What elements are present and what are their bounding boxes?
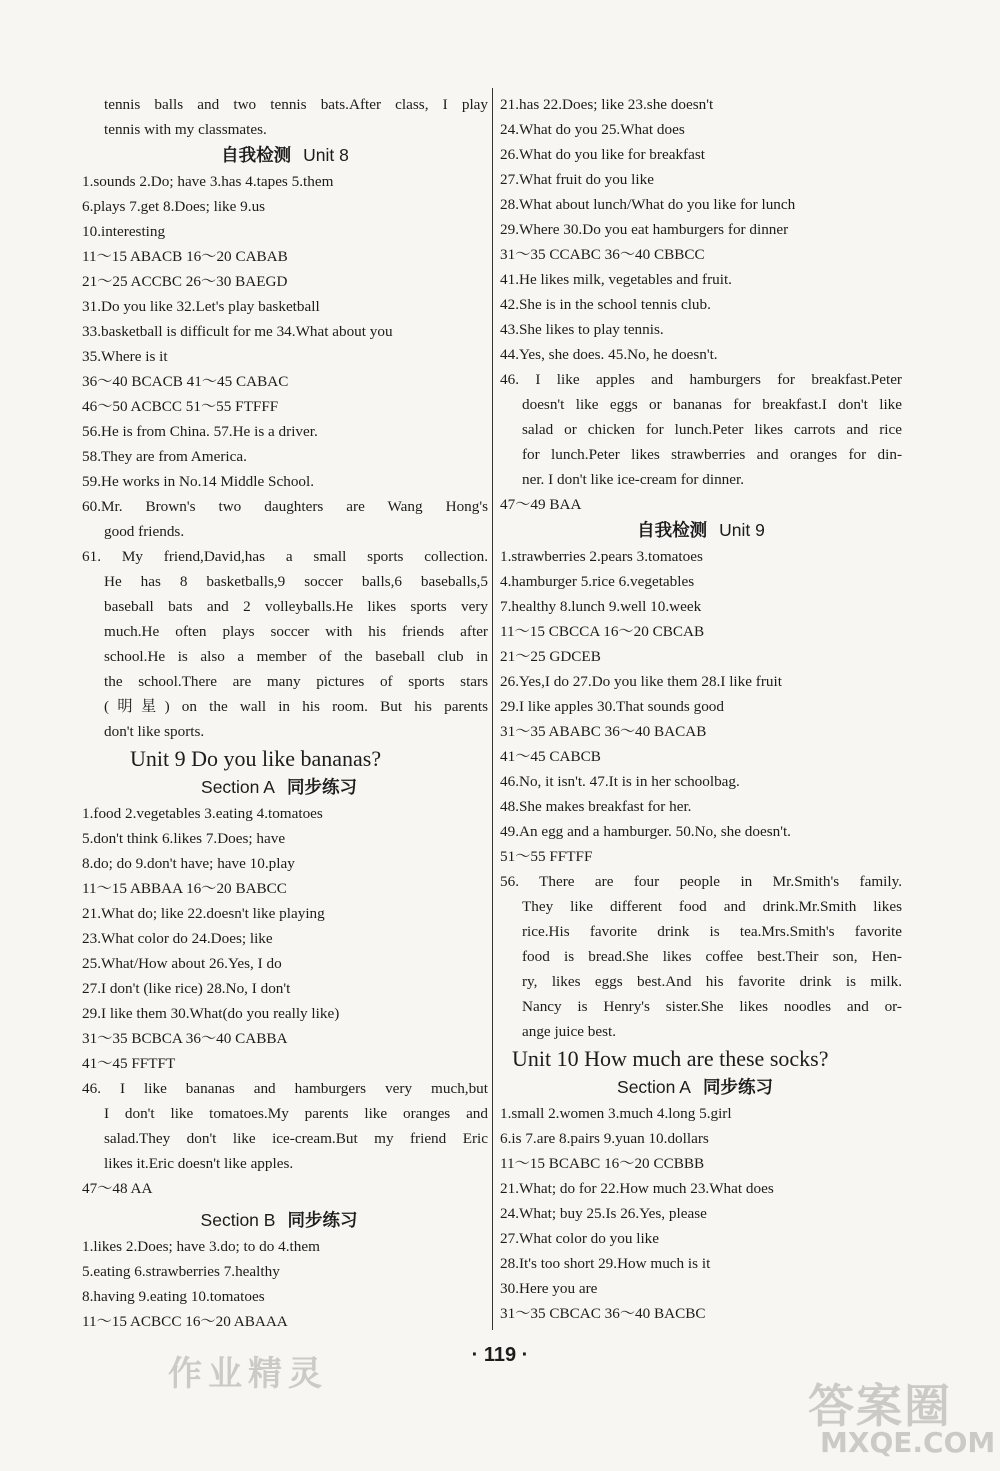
answer-line: 43.She likes to play tennis. bbox=[500, 321, 664, 338]
essay-line: much.He often plays soccer with his friends after bbox=[104, 623, 488, 640]
answer-line: 36～40 BCACB 41～45 CABAC bbox=[82, 373, 289, 390]
answer-line: tennis balls and two tennis bats.After class, I play bbox=[104, 96, 488, 113]
essay-answer-56 bbox=[500, 869, 902, 1044]
essay-line: school.He is also a member of the baseball club in bbox=[104, 648, 488, 665]
answer-line: 24.What do you 25.What does bbox=[500, 121, 685, 138]
answer-line: 8.do; do 9.don't have; have 10.play bbox=[82, 855, 295, 872]
answer-line: good friends. bbox=[104, 523, 185, 540]
answer-block-unit9-b bbox=[82, 1234, 488, 1334]
answer-line: 60.Mr. Brown's two daughters are Wang Hong's bbox=[82, 498, 488, 515]
essay-line: I don't like tomatoes.My parents like oranges and bbox=[104, 1105, 488, 1122]
answer-line: 58.They are from America. bbox=[82, 448, 247, 465]
answer-line: 26.Yes,I do 27.Do you like them 28.I like fruit bbox=[500, 673, 782, 690]
right-column bbox=[500, 92, 902, 1326]
answer-line: 29.I like them 30.What(do you really like) bbox=[82, 1005, 340, 1022]
unit9-title: Unit 9 Do you like bananas? bbox=[130, 746, 382, 771]
essay-line: ner. I don't like ice-cream for dinner. bbox=[522, 471, 745, 488]
section-heading-unit9-b: Section B 同步练习 bbox=[200, 1210, 358, 1230]
essay-line: ry, likes eggs best.And his favorite drink is milk. bbox=[522, 973, 902, 990]
section-heading-unit9-a: Section A 同步练习 bbox=[201, 777, 357, 797]
essay-line: salad.They don't like ice-cream.But my friend Eric bbox=[104, 1130, 488, 1147]
essay-line: the school.There are many pictures of sports stars bbox=[104, 673, 488, 690]
essay-answer-46b bbox=[500, 367, 902, 492]
essay-line: likes it.Eric doesn't like apples. bbox=[104, 1155, 294, 1172]
answer-line: 1.food 2.vegetables 3.eating 4.tomatoes bbox=[82, 805, 323, 822]
answer-line: 46.No, it isn't. 47.It is in her schoolbag. bbox=[500, 773, 740, 790]
essay-line: 56. There are four people in Mr.Smith's family. bbox=[500, 873, 902, 890]
answer-line: 5.don't think 6.likes 7.Does; have bbox=[82, 830, 286, 847]
answer-line: 6.is 7.are 8.pairs 9.yuan 10.dollars bbox=[500, 1130, 709, 1147]
answer-line: 1.likes 2.Does; have 3.do; to do 4.them bbox=[82, 1238, 320, 1255]
watermark-text: 作业精灵 bbox=[168, 1354, 328, 1394]
answer-line: 21～25 ACCBC 26～30 BAEGD bbox=[82, 273, 288, 290]
section-heading-test-unit9: 自我检测 Unit 9 bbox=[637, 520, 765, 540]
answer-line: 1.strawberries 2.pears 3.tomatoes bbox=[500, 548, 703, 565]
answer-line: 41～45 FFTFT bbox=[82, 1055, 176, 1072]
answer-line: 11～15 BCABC 16～20 CCBBB bbox=[500, 1155, 705, 1172]
essay-line: They like different food and drink.Mr.Smith likes bbox=[522, 898, 902, 915]
answer-line: 1.small 2.women 3.much 4.long 5.girl bbox=[500, 1105, 732, 1122]
answer-line: 1.sounds 2.Do; have 3.has 4.tapes 5.them bbox=[82, 173, 334, 190]
answer-line: 31～35 CCABC 36～40 CBBCC bbox=[500, 246, 705, 263]
answer-block-unit10-a bbox=[500, 1101, 902, 1326]
answer-line: 51～55 FFTFF bbox=[500, 848, 593, 865]
answer-line: 25.What/How about 26.Yes, I do bbox=[82, 955, 282, 972]
answer-block-unit9-b-continued bbox=[500, 92, 902, 367]
answer-line: 27.I don't (like rice) 28.No, I don't bbox=[82, 980, 291, 997]
answer-line: 42.She is in the school tennis club. bbox=[500, 296, 711, 313]
page-number: · 119 · bbox=[471, 1344, 529, 1366]
answer-line: 23.What color do 24.Does; like bbox=[82, 930, 273, 947]
answer-line: 5.eating 6.strawberries 7.healthy bbox=[82, 1263, 280, 1280]
essay-line: 46. I like apples and hamburgers for breakfast.Peter bbox=[500, 371, 902, 388]
essay-line: rice.His favorite drink is tea.Mrs.Smith's favorite bbox=[522, 923, 902, 940]
answer-line: 10.interesting bbox=[82, 223, 166, 240]
answer-line: 56.He is from China. 57.He is a driver. bbox=[82, 423, 318, 440]
answer-block-test-unit9 bbox=[500, 544, 902, 869]
answer-line: 33.basketball is difficult for me 34.What about you bbox=[82, 323, 393, 340]
essay-line: (明星) on the wall in his room. But his parents bbox=[104, 698, 488, 715]
essay-line: food is bread.She likes coffee best.Their son, Hen- bbox=[522, 948, 902, 965]
answer-line: 31～35 ABABC 36～40 BACAB bbox=[500, 723, 707, 740]
essay-answer-46a bbox=[82, 1076, 488, 1176]
answer-line: 8.having 9.eating 10.tomatoes bbox=[82, 1288, 265, 1305]
answer-line: 35.Where is it bbox=[82, 348, 168, 365]
answer-line: 7.healthy 8.lunch 9.well 10.week bbox=[500, 598, 702, 615]
answer-line: 41.He likes milk, vegetables and fruit. bbox=[500, 271, 732, 288]
answer-line: 28.It's too short 29.How much is it bbox=[500, 1255, 711, 1272]
answer-line: 47～49 BAA bbox=[500, 496, 582, 513]
answer-line: 27.What color do you like bbox=[500, 1230, 660, 1247]
section-heading-unit10-a: Section A 同步练习 bbox=[617, 1077, 773, 1097]
answer-line: 41～45 CABCB bbox=[500, 748, 601, 765]
essay-line: doesn't like eggs or bananas for breakfast.I don't like bbox=[522, 396, 902, 413]
essay-line: for lunch.Peter likes strawberries and oranges for din- bbox=[522, 446, 902, 463]
essay-line: don't like sports. bbox=[104, 723, 205, 740]
answer-line: 29.Where 30.Do you eat hamburgers for dinner bbox=[500, 221, 789, 238]
answer-line: 21.What; do for 22.How much 23.What does bbox=[500, 1180, 774, 1197]
answer-line: 11～15 ABBAA 16～20 BABCC bbox=[82, 880, 287, 897]
answer-line: 46～50 ACBCC 51～55 FTFFF bbox=[82, 398, 279, 415]
answer-line: 29.I like apples 30.That sounds good bbox=[500, 698, 724, 715]
answer-line: 26.What do you like for breakfast bbox=[500, 146, 705, 163]
answer-line: 27.What fruit do you like bbox=[500, 171, 654, 188]
answer-block-test-unit8 bbox=[82, 169, 488, 544]
watermark-site: MXQE.COM bbox=[820, 1426, 996, 1459]
answer-line: 59.He works in No.14 Middle School. bbox=[82, 473, 315, 490]
unit10-title: Unit 10 How much are these socks? bbox=[512, 1046, 829, 1071]
answer-line: 11～15 ABACB 16～20 CABAB bbox=[82, 248, 288, 265]
answer-line: 21～25 GDCEB bbox=[500, 648, 601, 665]
answer-line: 21.What do; like 22.doesn't like playing bbox=[82, 905, 325, 922]
essay-answer-61 bbox=[82, 544, 488, 744]
essay-line: Nancy is Henry's sister.She likes noodles and or- bbox=[522, 998, 902, 1015]
answer-line: 11～15 CBCCA 16～20 CBCAB bbox=[500, 623, 705, 640]
answer-line: 11～15 ACBCC 16～20 ABAAA bbox=[82, 1313, 288, 1330]
answer-line: 31.Do you like 32.Let's play basketball bbox=[82, 298, 320, 315]
answer-line: 47～48 AA bbox=[82, 1180, 153, 1197]
answer-line: 6.plays 7.get 8.Does; like 9.us bbox=[82, 198, 266, 215]
answer-line: 24.What; buy 25.Is 26.Yes, please bbox=[500, 1205, 707, 1222]
answer-line: 31～35 CBCAC 36～40 BACBC bbox=[500, 1305, 706, 1322]
answer-line: tennis with my classmates. bbox=[104, 121, 267, 138]
essay-line: baseball bats and 2 volleyballs.He likes sports very bbox=[104, 598, 488, 615]
left-column bbox=[82, 92, 488, 1334]
answer-line: 4.hamburger 5.rice 6.vegetables bbox=[500, 573, 695, 590]
essay-line: 61. My friend,David,has a small sports collection. bbox=[82, 548, 488, 565]
column-divider bbox=[492, 88, 493, 1330]
answer-block-unit9-a bbox=[82, 801, 488, 1076]
answer-line: 44.Yes, she does. 45.No, he doesn't. bbox=[500, 346, 718, 363]
answer-line: 31～35 BCBCA 36～40 CABBA bbox=[82, 1030, 288, 1047]
essay-line: 46. I like bananas and hamburgers very much,but bbox=[82, 1080, 488, 1097]
answer-line: 21.has 22.Does; like 23.she doesn't bbox=[500, 96, 714, 113]
answer-line: 49.An egg and a hamburger. 50.No, she doesn't. bbox=[500, 823, 791, 840]
answer-line: 28.What about lunch/What do you like for lunch bbox=[500, 196, 796, 213]
essay-line: salad or chicken for lunch.Peter likes carrots and rice bbox=[522, 421, 902, 438]
answer-line: 48.She makes breakfast for her. bbox=[500, 798, 692, 815]
watermark-logo: 答案圈 bbox=[808, 1379, 952, 1433]
section-heading-test-unit8: 自我检测 Unit 8 bbox=[221, 145, 349, 165]
essay-line: ange juice best. bbox=[522, 1023, 617, 1040]
essay-line: He has 8 basketballs,9 soccer balls,6 baseballs,5 bbox=[104, 573, 488, 590]
answer-line: 30.Here you are bbox=[500, 1280, 598, 1297]
